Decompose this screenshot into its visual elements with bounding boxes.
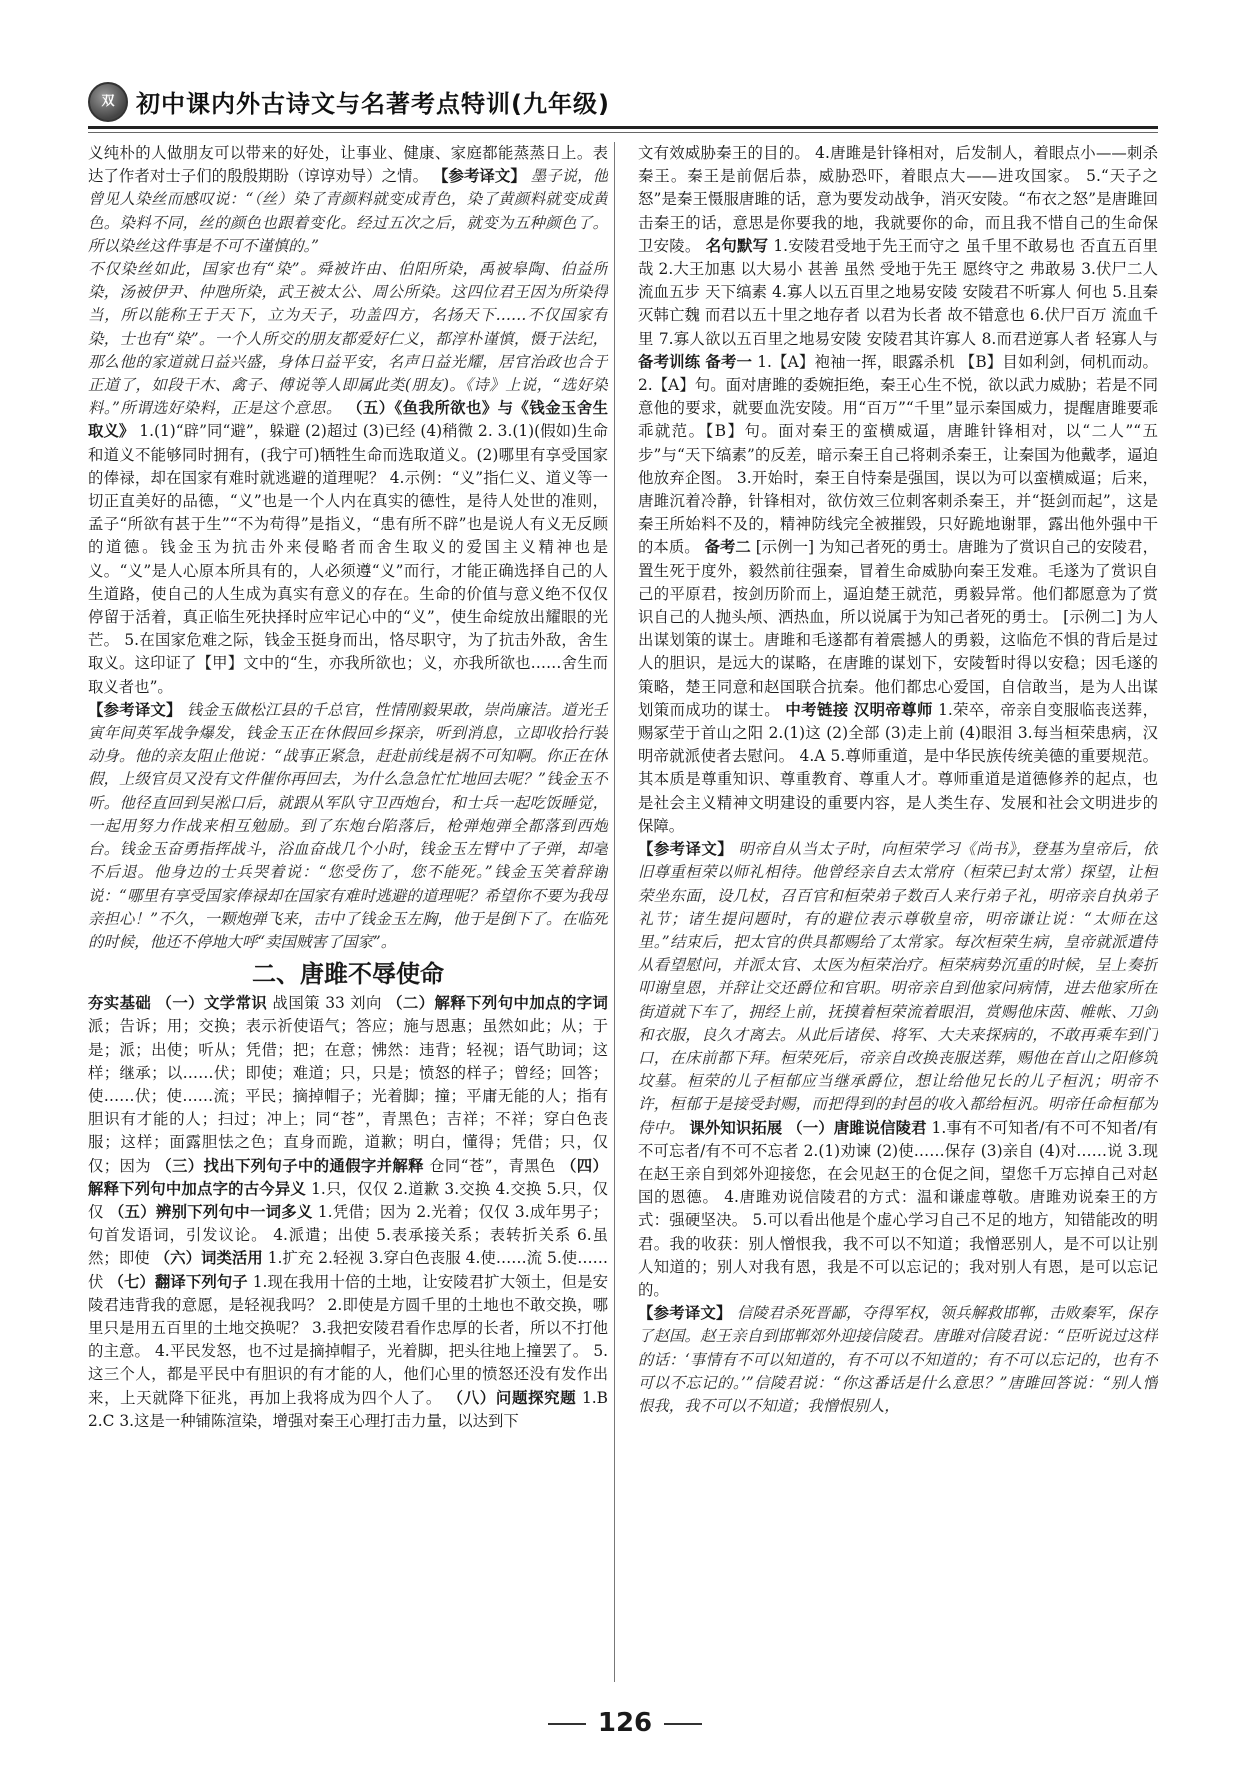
- logo-icon: 双: [88, 82, 128, 122]
- header-rule-thin: [88, 132, 1158, 133]
- section-title: 二、唐雎不辱使命: [252, 960, 444, 989]
- paragraph: 【参考译文】 信陵君杀死晋鄙，夺得军权，领兵解救邯郸，击败秦军，保存了赵国。赵王亲自到邯郸郊外迎接信陵君。唐雎对信陵君说：“臣听说过这样的话：‘事情有不可以知道的，有不可以不知道的；有不可以忘记的，也有不可以不忘记的。’”信陵君说：“你这番话是什么意思？”唐雎回答说：“别人憎恨我，我不可以不知道；我憎恨别人，: [638, 1304, 1158, 1415]
- paragraph: 不仅染丝如此，国家也有“染”。舜被许由、伯阳所染，禹被皋陶、伯益所染，汤被伊尹、仲虺所染，武王被太公、周公所染。这四位君王因为所染得当，所以能称王于天下，立为天子，功盖四方，名扬天下……不仅国家有染，士也有“染”。一个人所交的朋友都爱好仁义，都淳朴谨慎，慑于法纪，那么他的家道就日益兴盛，身体日益平安，名声日益光耀，居官治政也合于正道了，如段干木、禽子、傅说等人即属此类(朋友)。《诗》上说，“选好染料。”所谓选好染料，正是这个意思。 （五）《鱼我所欲也》与《钱金玉舍生取义》 1.(1)“辟”同“避”，躲避 (2)超过 (3)已经 (4)稍微 2. 3.(1)(假如)生命和道义不能够同时拥有，(我宁可)牺牲生命而选取道义。(2)哪里有享受国家的俸禄，却在国家有难时就逃避的道理呢？ 4.示例：“义”指仁义、道义等一切正直美好的品德，“义”也是一个人内在真实的德性，是待人处世的准则，孟子“所欲有甚于生”“不为苟得”是指义，“患有所不辟”也是说人有义无反顾的道德。钱金玉为抗击外来侵略者而舍生取义的爱国主义精神也是义。“义”是人心原本所具有的，人必须遵“义”而行，才能正确选择自己的人生道路，使自己的人生成为真实有意义的存在。生命的价值与意义绝不仅仅停留于活着，真正临生死抉择时应牢记心中的“义”，使生命绽放出耀眼的光芒。 5.在国家危难之际，钱金玉挺身而出，恪尽职守，为了抗击外敌，舍生取义。这印证了【甲】文中的“生，亦我所欲也；义，亦我所欲也……舍生而取义者也”。: [88, 260, 608, 696]
- right-column: [638, 142, 1158, 1682]
- paragraph: 夯实基础 （一）文学常识 战国策 33 刘向 （二）解释下列句中加点的字词 派；告诉；用；交换；表示祈使语气；答应；施与恩惠；虽然如此；从；于是；派；出使；听从；凭借；把；在意；怫然：违背；轻视；语气助词；这样；继承；以……伏；即使；难道；只，只是；愤怒的样子；曾经；回答；使……伏；使……流；平民；摘掉帽子；光着脚；撞；平庸无能的人；指有胆识有才能的人；扫过；冲上；同“苍”，青黑色；吉祥；不祥；穿白色丧服；这样；面露胆怯之色；直身而跪，道歉；明白，懂得；凭借；只，仅仅；因为 （三）找出下列句子中的通假字并解释 仓同“苍”，青黑色 （四）解释下列句中加点字的古今异义 1.只，仅仅 2.道歉 3.交换 4.交换 5.只，仅仅 （五）辨别下列句中一词多义 1.凭借；因为 2.光着；仅仅 3.成年男子；句首发语词，引发议论。 4.派遣；出使 5.表承接关系；表转折关系 6.虽然；即使 （六）词类活用 1.扩充 2.轻视 3.穿白色丧服 4.使……流 5.使……伏 （七）翻译下列句子 1.现在我用十倍的土地，让安陵君扩大领土，但是安陵君违背我的意愿，是轻视我吗？ 2.即使是方圆千里的土地也不敢交换，哪里只是用五百里的土地交换呢？ 3.我把安陵君看作忠厚的长者，所以不打他的主意。 4.平民发怒，也不过是摘掉帽子，光着脚，把头往地上撞罢了。 5.这三个人，都是平民中有胆识的有才能的人，他们心里的愤怒还没有发作出来，上天就降下征兆，再加上我将成为四个人了。 （八）问题探究题 1.B 2.C 3.这是一种铺陈渲染，增强对秦王心理打击力量，以达到下: [88, 994, 608, 1430]
- page-number: 126: [0, 1708, 1250, 1738]
- page-number-dash-right: [664, 1723, 702, 1725]
- header-title: 初中课内外古诗文与名著考点特训(九年级): [136, 90, 610, 118]
- paragraph: 义纯朴的人做朋友可以带来的好处，让事业、健康、家庭都能蒸蒸日上。表达了作者对士子们的殷殷期盼（谆谆劝导）之情。 【参考译文】 墨子说，他曾见人染丝而感叹说：“（丝）染了青颜料就变成青色，染了黄颜料就变成黄色。染料不同，丝的颜色也跟着变化。经过五次之后，就变为五种颜色了。所以染丝这件事是不可不谨慎的。”: [88, 144, 608, 255]
- page-number-dash-left: [548, 1723, 586, 1725]
- column-divider: [614, 142, 615, 1682]
- page-header: [88, 80, 1158, 126]
- paragraph: 【参考译文】 明帝自从当太子时，向桓荣学习《尚书》，登基为皇帝后，依旧尊重桓荣以师礼相待。他曾经亲自去太常府（桓荣已封太常）探望，让桓荣坐东面，设几杖，召百官和桓荣弟子数百人来行弟子礼，明帝亲自执弟子礼节；诸生提问题时，有的避位表示尊敬皇帝，明帝谦让说：“太师在这里。”结束后，把太官的供具都赐给了太常家。每次桓荣生病，皇帝就派遣侍从看望慰问，并派太官、太医为桓荣治疗。桓荣病势沉重的时候，呈上奏折叩谢皇恩，并辞让交还爵位和官职。明帝亲自到他家问病情，进去他家所在街道就下车了，拥经上前，抚摸着桓荣流着眼泪，赏赐他床茵、帷帐、刀剑和衣服，良久才离去。从此后诸侯、将军、大夫来探病的，不敢再乘车到门口，在床前都下拜。桓荣死后，帝亲自改换丧服送葬，赐他在首山之阳修筑坟墓。桓荣的儿子桓郁应当继承爵位，想让给他兄长的儿子桓汎；明帝不许，桓郁于是接受封赐，而把得到的封邑的收入都给桓汎。明帝任命桓郁为侍中。 课外知识拓展 （一）唐雎说信陵君 1.事有不可知者/有不可不知者/有不可忘者/有不可不忘者 2.(1)劝谏 (2)使……保存 (3)亲自 (4)对……说 3.现在赵王亲自到郊外迎接您，在会见赵王的仓促之间，望您千万忘掉自己对赵国的恩德。 4.唐雎劝说信陵君的方式：温和谦虚尊敬。唐雎劝说秦王的方式：强硬坚决。 5.可以看出他是个虚心学习自己不足的地方，知错能改的明君。我的收获：别人憎恨我，我不可以不知道；我憎恶别人，是不可以让别人知道的；别人对我有恩，我是不可以忘记的；我对别人有恩，是可以忘记的。: [638, 840, 1158, 1299]
- header-rule-thick: [88, 126, 1158, 129]
- paragraph: 文有效威胁秦王的目的。 4.唐雎是针锋相对，后发制人，着眼点小——刺杀秦王。秦王是前倨后恭，威胁恐吓，着眼点大——进攻国家。 5.“天子之怒”是秦王慑服唐雎的话，意为要发动战争，消灭安陵。“布衣之怒”是唐雎回击秦王的话，意思是你要我的地，我就要你的命，而且我不惜自己的生命保卫安陵。 名句默写 1.安陵君受地于先王而守之 虽千里不敢易也 否直五百里哉 2.大王加惠 以大易小 甚善 虽然 受地于先王 愿终守之 弗敢易 3.伏尸二人 流血五步 天下缟素 4.寡人以五百里之地易安陵 安陵君不听寡人 何也 5.且秦灭韩亡魏 而君以五十里之地存者 以君为长者 故不错意也 6.伏尸百万 流血千里 7.寡人欲以五百里之地易安陵 安陵君其许寡人 8.而君逆寡人者 轻寡人与 备考训练 备考一 1.【A】袍袖一挥，眼露杀机 【B】目如利剑，伺机而动。 2.【A】句。面对唐雎的委婉拒绝，秦王心生不悦，欲以武力威胁；若是不同意他的要求，就要血洗安陵。用“百万”“千里”显示秦国威力，提醒唐雎要乖乖就范。【B】句。面对秦王的蛮横威逼，唐雎针锋相对，以“二人”“五步”与“天下缟素”的反差，暗示秦王自己将刺杀秦王，让秦国为他戴孝，逼迫他放弃企图。 3.开始时，秦王自恃秦是强国，误以为可以蛮横威逼；后来，唐雎沉着冷静，针锋相对，欲仿效三位刺客刺杀秦王，并“挺剑而起”，这是秦王所始料不及的，精神防线完全被摧毁，只好跪地谢罪，露出他外强中干的本质。 备考二 [示例一] 为知己者死的勇士。唐雎为了赏识自己的安陵君，置生死于度外，毅然前往强秦，冒着生命威胁向秦王发难。毛遂为了赏识自己的平原君，按剑历阶而上，逼迫楚王就范，勇毅异常。他们都愿意为了赏识自己的人抛头颅、洒热血，所以说属于为知己者死的勇士。 [示例二] 为人出谋划策的谋士。唐雎和毛遂都有着震撼人的勇毅，这临危不惧的背后是过人的胆识，是远大的谋略，在唐雎的谋划下，安陵暂时得以安稳；因毛遂的策略，楚王同意和赵国联合抗秦。他们都忠心爱国，自信敢当，是为人出谋划策而成功的谋士。 中考链接 汉明帝尊师 1.荣卒，帝亲自变服临丧送葬，赐冢茔于首山之阳 2.(1)这 (2)全部 (3)走上前 (4)眼泪 3.每当桓荣患病，汉明帝就派使者去慰问。 4.A 5.尊师重道，是中华民族传统美德的重要规范。其本质是尊重知识、尊重教育、尊重人才。尊师重道是道德修养的起点，也是社会主义精神文明建设的重要内容，是人类生存、发展和社会文明进步的保障。: [638, 144, 1158, 835]
- paragraph: 【参考译文】 钱金玉做松江县的千总官，性情刚毅果敢，崇尚廉洁。道光壬寅年间英军战争爆发，钱金玉正在休假回乡探亲，听到消息，立即收拾行装动身。他的亲友阻止他说：“战事正紧急，赶赴前线是祸不可知啊。你正在休假，上级官员又没有文件催你再回去，为什么急急忙忙地回去呢？”钱金玉不听。他径直回到吴淞口后，就跟从军队守卫西炮台，和士兵一起吃饭睡觉，一起用努力作战来相互勉励。到了东炮台陷落后，枪弹炮弹全都落到西炮台。钱金玉奋勇指挥战斗，浴血奋战几个小时，钱金玉左臂中了子弹，却毫不后退。他身边的士兵哭着说：“您受伤了，您不能死。”钱金玉笑着辞谢说：“哪里有享受国家俸禄却在国家有难时逃避的道理呢？希望你不要为我母亲担心！”不久，一颗炮弹飞来，击中了钱金玉左胸，他于是倒下了。在临死的时候，他还不停地大呼“卖国贼害了国家”。: [88, 700, 608, 951]
- left-column: [88, 142, 608, 1682]
